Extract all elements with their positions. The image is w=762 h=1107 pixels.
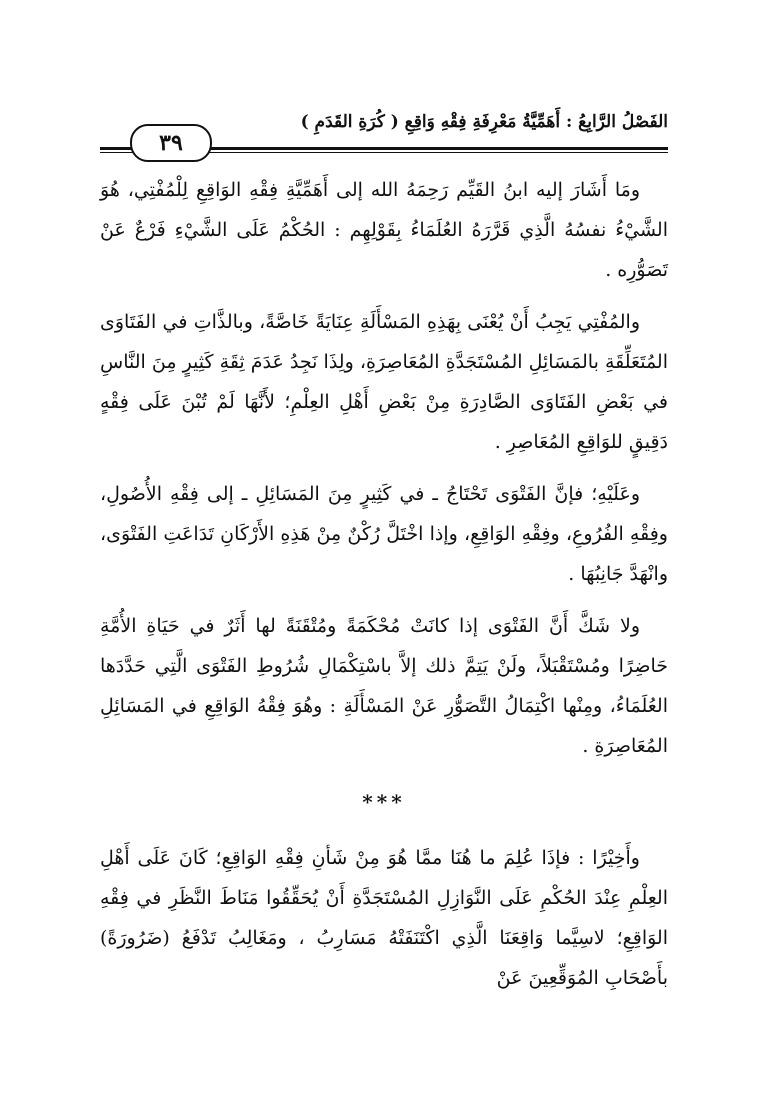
running-title: الفَصْلُ الرَّابِعُ : أَهَمِّيَّةُ مَعْرِفَةِ فِقْهِ وَاقِعِ ( كُرَةِ القَدَمِ )	[300, 112, 668, 132]
section-separator: ***	[362, 790, 406, 814]
body-text-lower	[100, 838, 668, 998]
paragraph-1: ومَا أَشَارَ إليه ابنُ القَيِّم رَحِمَهُ الله إلى أَهَمِّيَّةِ فِقْهِ الوَاقِعِ لِلْمُفْتِي، هُوَ الشَّيْءُ نفسُهُ الَّذِي قَرَّرَهُ العُلَمَاءُ بِقَوْلِهِم : الحُكْمُ عَلَى الشَّيْءِ فَرْعٌ عَنْ تَصَوُّرِه .	[100, 179, 668, 281]
paragraph-2: والمُفْتِي يَجِبُ أَنْ يُعْنَى بِهَذِهِ المَسْأَلَةِ عِنَايَةً خَاصَّةً، وبالذَّاتِ في الفَتَاوَى المُتَعَلِّقَةِ بالمَسَائِلِ المُسْتَجَدَّةِ المُعَاصِرَةِ، ولِذَا نَجِدُ عَدَمَ ثِقَةِ كَثِيرٍ مِنَ النَّاسِ في بَعْضِ الفَتَاوَى الصَّادِرَةِ مِنْ بَعْضِ أَهْلِ العِلْمِ؛ لأَنَّهَا لَمْ تُبْنَ عَلَى فِقْهٍ دَقِيقٍ للوَاقِعِ المُعَاصِرِ .	[100, 311, 668, 453]
paragraph-3: وعَلَيْهِ؛ فإنَّ الفَتْوَى تَحْتَاجُ ـ في كَثِيرٍ مِنَ المَسَائِلِ ـ إلى فِقْهِ الأُصُولِ، وفِقْهِ الفُرُوعِ، وفِقْهِ الوَاقِعِ، وإذا اخْتَلَّ رُكْنٌ مِنْ هَذِهِ الأَرْكَانِ تَدَاعَتِ الفَتْوَى، وانْهَدَّ جَانِبُهَا .	[100, 483, 668, 585]
paragraph-4: ولا شَكَّ أَنَّ الفَتْوَى إذا كانَتْ مُحْكَمَةً ومُتْقَنَةً لها أَثَرٌ في حَيَاةِ الأُمَّةِ حَاضِرًا ومُسْتَقْبَلاً، ولَنْ يَتِمَّ ذلك إلاَّ باسْتِكْمَالِ شُرُوطِ الفَتْوَى الَّتِي حَدَّدَها العُلَمَاءُ، ومِنْها اكْتِمَالُ التَّصَوُّرِ عَنْ المَسْأَلَةِ : وهُوَ فِقْهُ الوَاقِعِ في المَسَائِلِ المُعَاصِرَةِ .	[100, 615, 668, 757]
paragraph-5: وأَخِيْرًا : فإذَا عُلِمَ ما هُنَا ممَّا هُوَ مِنْ شَأنِ فِقْهِ الوَاقِعِ؛ كَانَ عَلَى أَهْلِ العِلْمِ عِنْدَ الحُكْمِ عَلَى النَّوَازِلِ المُسْتَجَدَّةِ أَنْ يُحَقِّقُوا مَنَاطَ النَّظَرِ في فِقْهِ الوَاقِعِ؛ لاسِيَّما وَاقِعَنَا الَّذِي اكْتَنَفَتْهُ مَسَارِبُ ، ومَغَالِبُ تَدْفَعُ (ضَرُورَةً) بأَصْحَابِ المُوَقِّعِينَ عَنْ	[100, 847, 668, 989]
page-number: ٣٩	[130, 124, 212, 162]
body-text-upper	[100, 170, 668, 766]
